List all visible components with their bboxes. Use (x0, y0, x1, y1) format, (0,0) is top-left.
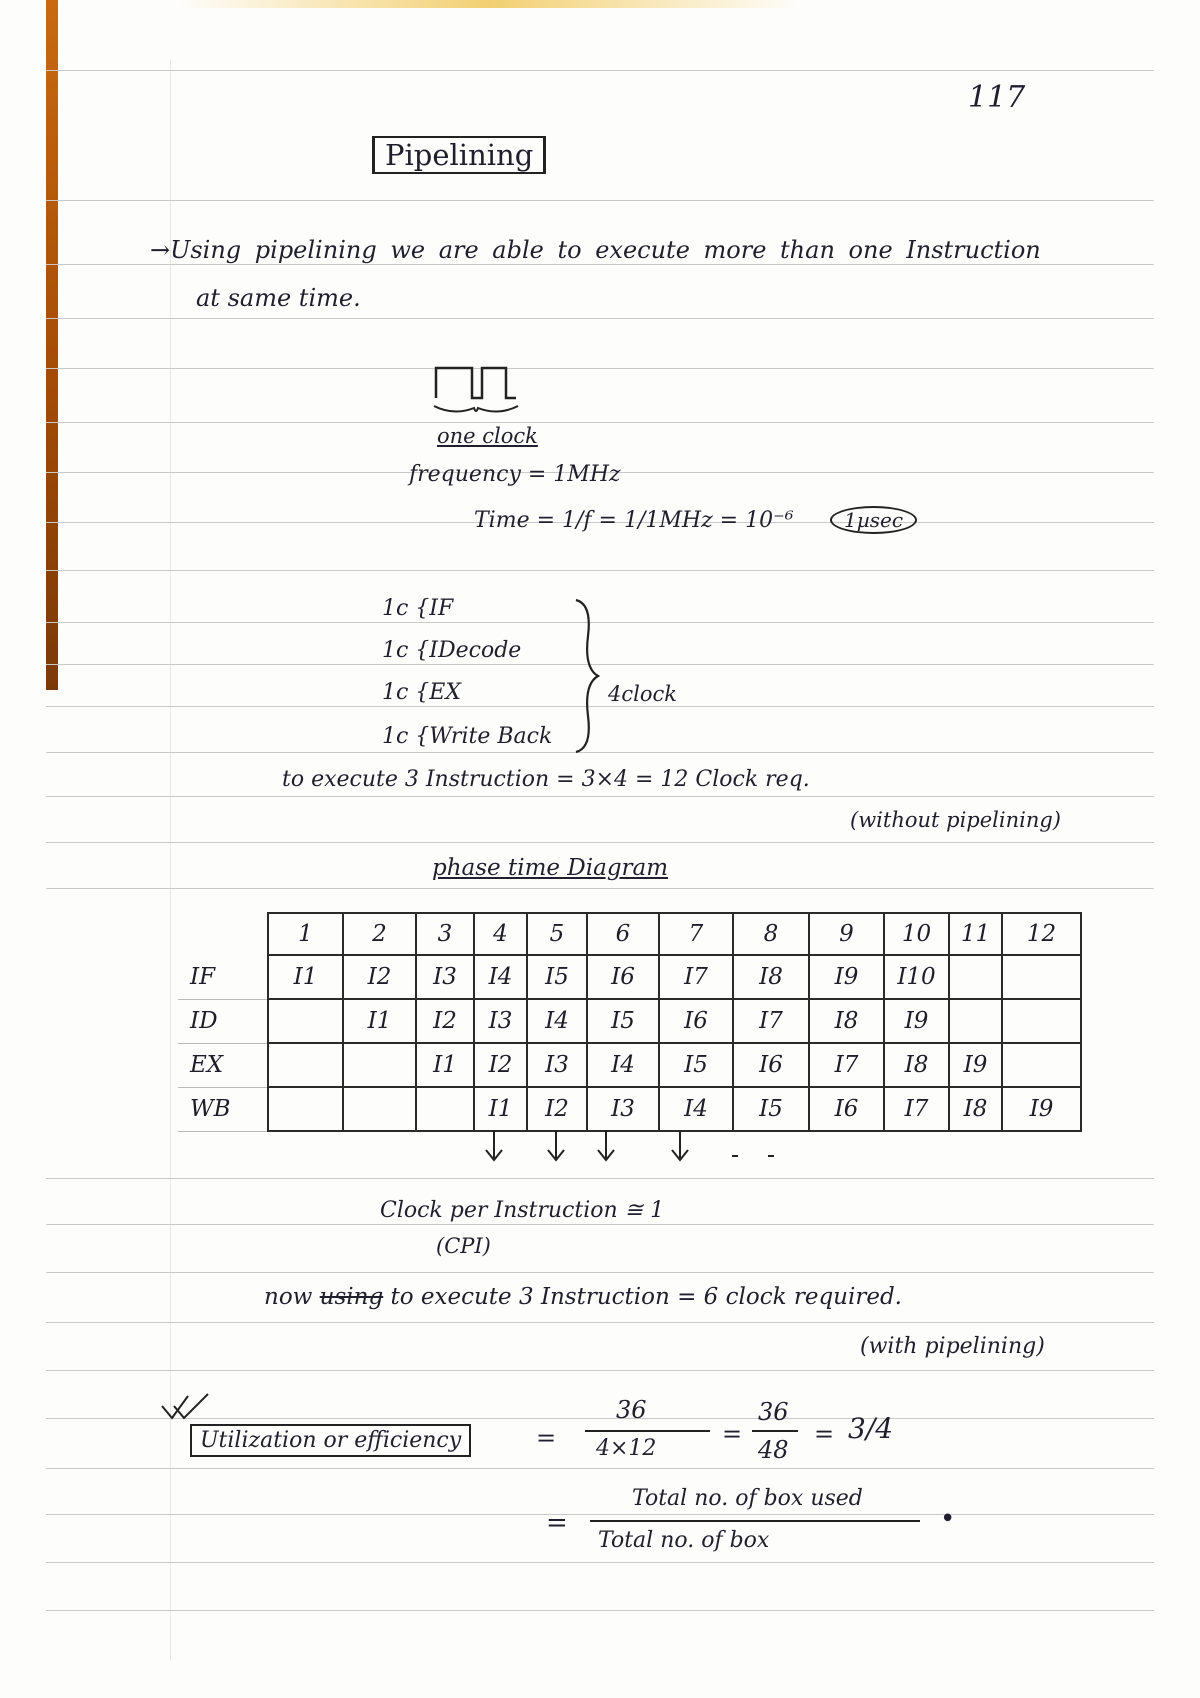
table-cell: I7 (659, 955, 733, 999)
ruled-line (46, 1178, 1154, 1179)
table-cell: I10 (884, 955, 949, 999)
ruled-line (46, 1370, 1154, 1371)
table-cell: I5 (587, 999, 659, 1043)
fraction3-denominator: Total no. of box (598, 1528, 770, 1553)
table-cell: I3 (474, 999, 527, 1043)
ruled-line (46, 1322, 1154, 1323)
table-cell: I7 (733, 999, 809, 1043)
stage-ex: 1c {EX (382, 680, 462, 705)
table-cell: I8 (733, 955, 809, 999)
table-cell: I3 (527, 1043, 587, 1087)
table-cell: I3 (587, 1087, 659, 1131)
table-cell: I9 (1002, 1087, 1081, 1131)
table-cell (1002, 955, 1081, 999)
table-cell: I8 (949, 1087, 1002, 1131)
table-cell: I1 (416, 1043, 474, 1087)
row-label-wb: WB (178, 1087, 268, 1131)
ruled-line (46, 796, 1154, 797)
row-label-id: ID (178, 999, 268, 1043)
table-cell: I2 (343, 955, 416, 999)
table-cell: I7 (884, 1087, 949, 1131)
clock-pulse-diagram (430, 360, 522, 416)
table-cell: I4 (587, 1043, 659, 1087)
phase-time-table (178, 912, 1082, 1132)
equals-sign: = (814, 1420, 835, 1448)
now-word: now (264, 1284, 313, 1310)
table-cell: I5 (527, 955, 587, 999)
down-arrow-icon (548, 1130, 564, 1160)
fraction2-denominator: 48 (758, 1436, 789, 1464)
ruled-line (46, 368, 1154, 369)
table-cell: I1 (268, 955, 343, 999)
fraction1-bar (585, 1430, 710, 1432)
ruled-line (46, 1514, 1154, 1515)
ruled-line (46, 1562, 1154, 1563)
ruled-line (46, 842, 1154, 843)
page-binding-edge (46, 0, 58, 690)
final-dot: • (940, 1504, 956, 1534)
clock-number: 10 (884, 913, 949, 955)
without-pipelining-note: (without pipelining) (850, 808, 1061, 832)
ruled-line (46, 1610, 1154, 1611)
table-cell: I9 (809, 955, 884, 999)
clock-number: 12 (1002, 913, 1081, 955)
clock-number: 4 (474, 913, 527, 955)
ruled-line (46, 1468, 1154, 1469)
right-brace-icon (572, 596, 602, 756)
clock-number: 11 (949, 913, 1002, 955)
table-cell: I9 (949, 1043, 1002, 1087)
ruled-line (46, 1272, 1154, 1273)
page-top-tint (180, 0, 800, 8)
clock-number: 9 (809, 913, 884, 955)
completion-arrows (470, 1128, 790, 1168)
table-cell: I8 (884, 1043, 949, 1087)
table-cell (343, 1043, 416, 1087)
table-cell (343, 1087, 416, 1131)
execute-without-pipelining: to execute 3 Instruction = 3×4 = 12 Clock req. (282, 767, 810, 792)
table-cell: I4 (527, 999, 587, 1043)
fraction1-numerator: 36 (616, 1396, 647, 1424)
table-row-ex (178, 1043, 1081, 1087)
down-arrow-icon (672, 1130, 688, 1160)
table-row-wb (178, 1087, 1081, 1131)
page-title: Pipelining (372, 136, 546, 174)
ruled-line (46, 200, 1154, 201)
ruled-line (46, 888, 1154, 889)
tick-mark-icon (158, 1392, 218, 1422)
clock-number: 8 (733, 913, 809, 955)
stage-idecode: 1c {IDecode (382, 638, 522, 663)
fraction2-bar (752, 1430, 798, 1432)
table-cell: I6 (587, 955, 659, 999)
clock-number: 7 (659, 913, 733, 955)
table-cell (268, 999, 343, 1043)
utilization-label-box: Utilization or efficiency (190, 1424, 471, 1457)
table-cell: I4 (474, 955, 527, 999)
fraction2-numerator: 36 (758, 1398, 789, 1426)
table-cell: I7 (809, 1043, 884, 1087)
time-result-circled: 1µsec (830, 506, 917, 534)
stage-if: 1c {IF (382, 596, 454, 621)
struck-word: using (319, 1284, 384, 1310)
table-cell (1002, 1043, 1081, 1087)
diagram-title: phase time Diagram (432, 855, 669, 881)
table-cell: I8 (809, 999, 884, 1043)
cpi-text: Clock per Instruction ≅ 1 (380, 1198, 665, 1223)
one-clock-label: one clock (437, 424, 538, 448)
ruled-line (46, 264, 1154, 265)
clock-number: 2 (343, 913, 416, 955)
table-cell: I2 (474, 1043, 527, 1087)
table-cell: I2 (416, 999, 474, 1043)
clock-number: 6 (587, 913, 659, 955)
row-label-if: IF (178, 955, 268, 999)
equals-sign: = (722, 1420, 743, 1448)
table-cell: I1 (474, 1087, 527, 1131)
cpi-abbrev: (CPI) (436, 1234, 491, 1258)
down-arrow-icon (598, 1130, 614, 1160)
page-number: 117 (968, 80, 1026, 115)
fraction1-denominator: 4×12 (596, 1436, 657, 1461)
table-row-if (178, 955, 1081, 999)
intro-text-line-2: at same time. (196, 284, 361, 312)
ruled-line (46, 1224, 1154, 1225)
table-cell (949, 955, 1002, 999)
equals-sign: = (546, 1508, 568, 1538)
table-cell (949, 999, 1002, 1043)
frequency-text: frequency = 1MHz (409, 462, 621, 487)
table-cell: I5 (659, 1043, 733, 1087)
table-cell: I6 (659, 999, 733, 1043)
table-cell: I2 (527, 1087, 587, 1131)
clock-number: 3 (416, 913, 474, 955)
execute-with-pipelining (264, 1284, 902, 1310)
corner-cell (178, 913, 268, 955)
table-cell (268, 1087, 343, 1131)
clock-header-row (178, 913, 1081, 955)
table-cell (1002, 999, 1081, 1043)
with-pipelining-note: (with pipelining) (860, 1334, 1045, 1359)
table-cell: I9 (884, 999, 949, 1043)
stage-write-back: 1c {Write Back (382, 724, 553, 749)
intro-text-line-1: →Using pipelining we are able to execute more than one Instruction (150, 236, 1041, 264)
table-cell (268, 1043, 343, 1087)
ruled-line (46, 570, 1154, 571)
row-label-ex: EX (178, 1043, 268, 1087)
execute-with-text: to execute 3 Instruction = 6 clock required. (390, 1284, 902, 1310)
equals-sign: = (536, 1424, 557, 1452)
table-cell: I1 (343, 999, 416, 1043)
down-arrow-icon (486, 1130, 502, 1160)
fraction3-bar (590, 1520, 920, 1522)
clock-number: 1 (268, 913, 343, 955)
table-cell: I6 (733, 1043, 809, 1087)
ruled-line (46, 70, 1154, 71)
table-cell: I6 (809, 1087, 884, 1131)
four-clock-label: 4clock (608, 682, 677, 706)
table-cell: I3 (416, 955, 474, 999)
table-cell: I4 (659, 1087, 733, 1131)
table-cell (416, 1087, 474, 1131)
time-formula: Time = 1/f = 1/1MHz = 10⁻⁶ (474, 508, 794, 533)
efficiency-result: 3/4 (848, 1412, 894, 1445)
table-cell: I5 (733, 1087, 809, 1131)
ruled-line (46, 318, 1154, 319)
clock-number: 5 (527, 913, 587, 955)
table-row-id (178, 999, 1081, 1043)
ruled-line (46, 422, 1154, 423)
fraction3-numerator: Total no. of box used (632, 1486, 863, 1511)
